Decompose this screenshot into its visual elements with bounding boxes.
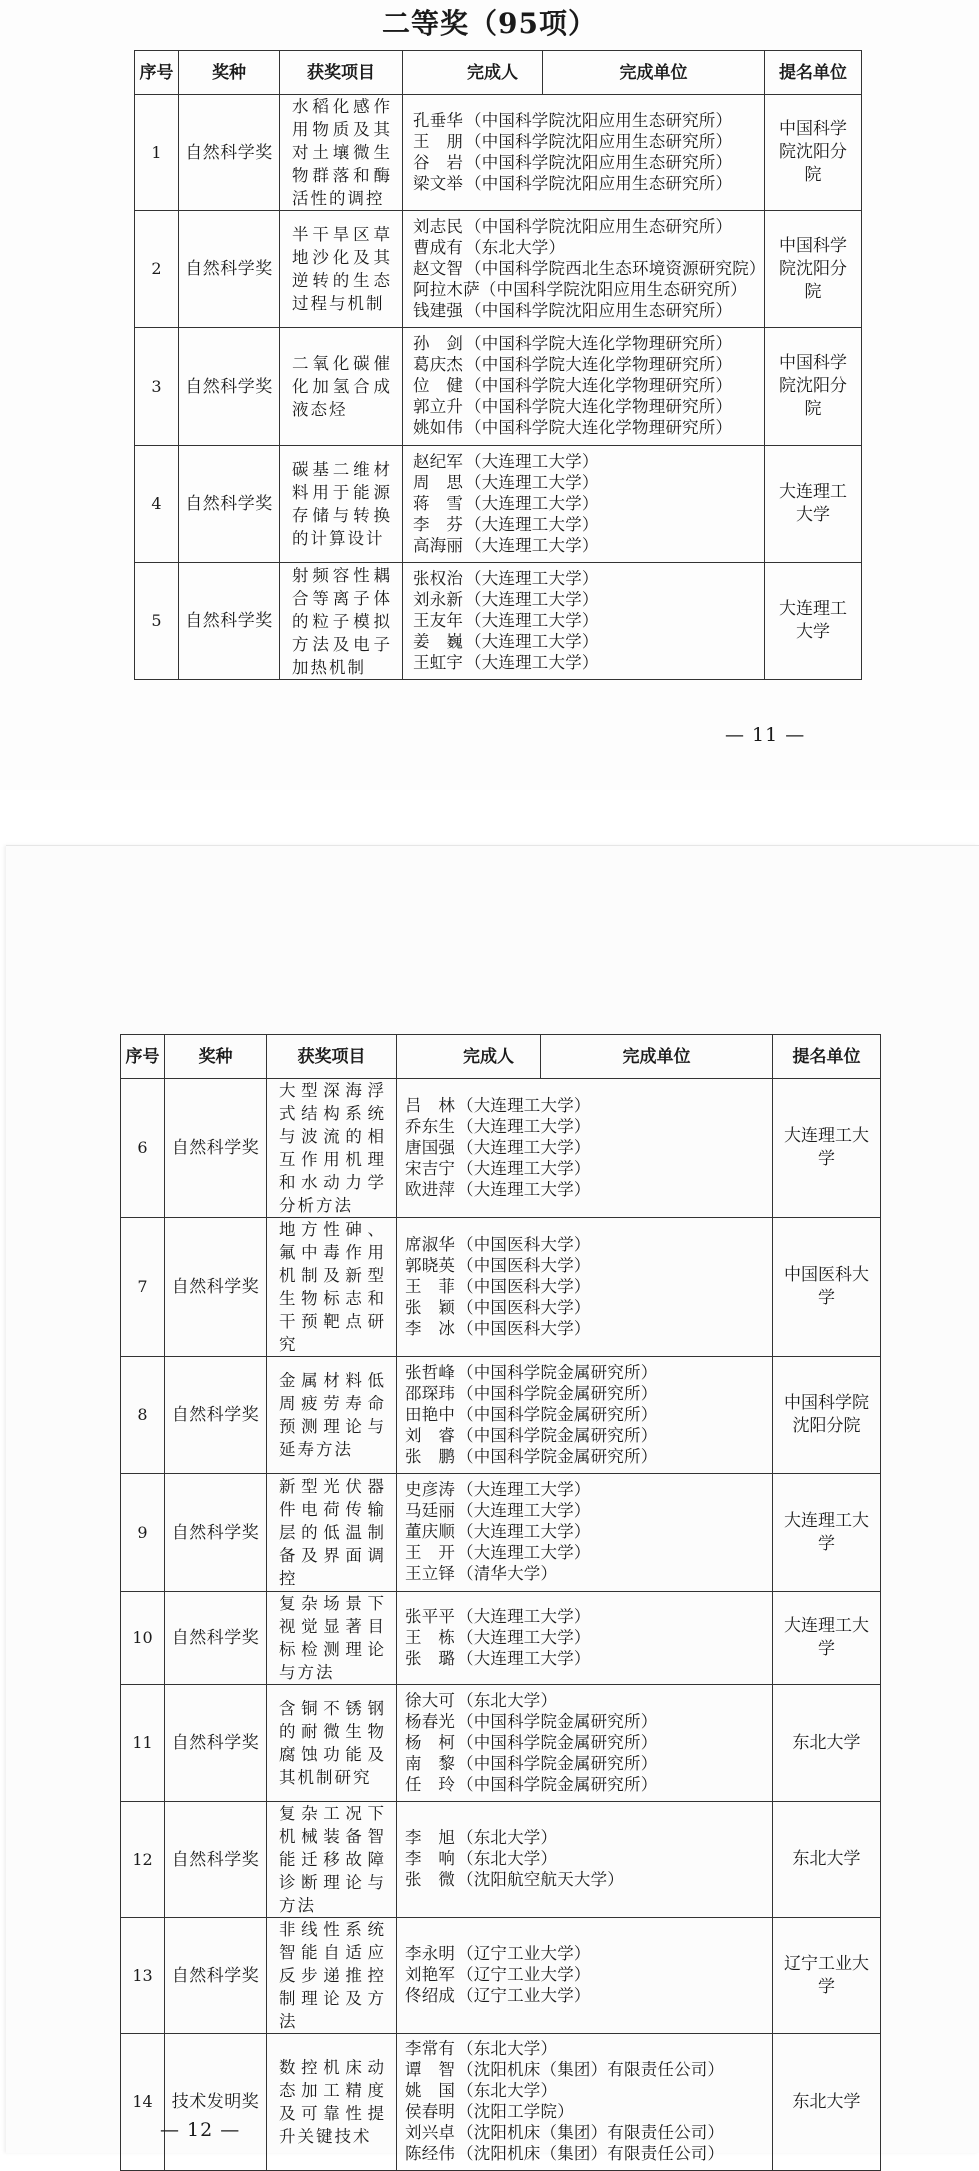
completer-name: 吕 林 [405, 1095, 456, 1115]
completer-unit: （东北大学） [457, 2081, 558, 2100]
completer-unit: （大连理工大学） [457, 1606, 591, 1626]
completer-name: 侯春明 [405, 2102, 456, 2121]
completer-name: 谷 岩 [413, 152, 464, 172]
completers-list [397, 1079, 773, 1218]
row-number: 5 [135, 563, 179, 680]
completer-name: 张 微 [405, 1870, 456, 1889]
completer-entry [405, 2080, 768, 2101]
award-type: 自然科学奖 [165, 1357, 267, 1474]
page-number: — 12 — [160, 2119, 241, 2141]
award-type: 自然科学奖 [179, 95, 280, 211]
completer-name: 高海丽 [413, 535, 464, 555]
nominating-unit: 大连理工大学 [773, 1079, 881, 1218]
completer-unit: （大连理工大学） [465, 451, 599, 471]
nominating-unit: 大连理工大学 [773, 1592, 881, 1685]
nominating-unit: 东北大学 [773, 2034, 881, 2171]
row-number: 3 [135, 328, 179, 446]
completer-name: 陈经伟 [405, 2144, 456, 2163]
completer-entry [405, 1404, 768, 1425]
completer-entry [405, 1095, 768, 1116]
completer-name: 刘 睿 [405, 1425, 456, 1445]
completer-entry [405, 1627, 768, 1648]
table-row [121, 1218, 881, 1357]
completer-unit: （中国科学院沈阳应用生态研究所） [465, 173, 733, 193]
row-number: 12 [121, 1802, 165, 1918]
completer-name: 王 栋 [405, 1627, 456, 1647]
completer-unit: （中国科学院沈阳应用生态研究所） [465, 216, 733, 236]
row-number: 8 [121, 1357, 165, 1474]
completer-unit: （中国科学院沈阳应用生态研究所） [465, 152, 733, 172]
completer-entry [405, 1690, 768, 1711]
award-type: 自然科学奖 [165, 1592, 267, 1685]
header-completing-unit: 完成单位 [541, 1035, 773, 1079]
completer-unit: （中国科学院金属研究所） [457, 1732, 658, 1752]
completer-entry [413, 279, 760, 300]
document-page-12 [6, 845, 979, 2163]
completer-entry [405, 1848, 768, 1869]
completer-name: 郭立升 [413, 397, 464, 416]
completer-name: 王虹宇 [413, 652, 464, 672]
table-row [135, 211, 862, 328]
completer-name: 张 鹏 [405, 1446, 456, 1466]
project-title: 非线性系统智能自适应反步递推控制理论及方法 [267, 1918, 397, 2034]
completer-name: 阿拉木萨 [413, 279, 480, 299]
completer-entry [405, 1606, 768, 1627]
completer-entry [405, 1255, 768, 1276]
nominating-unit: 中国科学院沈阳分院 [765, 211, 862, 328]
section-heading: 二等奖（95项） [382, 7, 597, 40]
completer-entry [405, 2122, 768, 2143]
completer-unit: （大连理工大学） [457, 1116, 591, 1136]
project-title: 地方性砷、氟中毒作用机制及新型生物标志和干预靶点研究 [267, 1218, 397, 1357]
project-title: 数控机床动态加工精度及可靠性提升关键技术 [267, 2034, 397, 2171]
completer-name: 杨 柯 [405, 1732, 456, 1752]
completer-name: 刘兴卓 [405, 2123, 456, 2142]
completers-list [397, 1802, 773, 1918]
project-title: 半干旱区草地沙化及其逆转的生态过程与机制 [280, 211, 403, 328]
completer-name: 宋吉宁 [405, 1158, 456, 1178]
completer-entry [405, 1158, 768, 1179]
awards-table [120, 1034, 881, 2171]
completer-entry [413, 451, 760, 472]
completer-name: 乔东生 [405, 1116, 456, 1136]
row-number: 2 [135, 211, 179, 328]
completer-entry [413, 237, 760, 258]
completer-name: 席淑华 [405, 1234, 456, 1254]
completers-list [403, 446, 765, 563]
nominating-unit: 大连理工大学 [765, 563, 862, 680]
completer-name: 梁文举 [413, 173, 464, 193]
completer-name: 谭 智 [405, 2060, 456, 2079]
completer-unit: （东北大学） [457, 2039, 558, 2058]
header-project: 获奖项目 [280, 51, 403, 95]
completer-entry [413, 610, 760, 631]
completer-entry [413, 110, 760, 131]
completer-name: 王 菲 [405, 1276, 456, 1296]
completers-list [403, 563, 765, 680]
row-number: 14 [121, 2034, 165, 2171]
completer-unit: （沈阳机床（集团）有限责任公司） [457, 2123, 725, 2142]
completer-entry [405, 2101, 768, 2122]
completer-entry [405, 1732, 768, 1753]
nominating-unit: 大连理工大学 [765, 446, 862, 563]
completer-entry [413, 514, 760, 535]
row-number: 1 [135, 95, 179, 211]
award-type: 自然科学奖 [179, 211, 280, 328]
completer-name: 刘志民 [413, 216, 464, 236]
completers-list [397, 1357, 773, 1474]
table-row [121, 1685, 881, 1802]
completer-entry [405, 1500, 768, 1521]
completer-name: 任 玲 [405, 1774, 456, 1794]
completer-unit: （中国医科大学） [457, 1297, 591, 1317]
completer-entry [413, 333, 760, 354]
completer-unit: （大连理工大学） [465, 610, 599, 630]
completer-unit: （大连理工大学） [465, 493, 599, 513]
completer-entry [413, 152, 760, 173]
completer-entry [413, 472, 760, 493]
table-row [135, 446, 862, 563]
header-completing-unit: 完成单位 [543, 51, 765, 95]
table-row [135, 563, 862, 680]
completer-unit: （中国科学院金属研究所） [457, 1383, 658, 1403]
award-type: 技术发明奖 [165, 2034, 267, 2171]
completer-unit: （大连理工大学） [465, 472, 599, 492]
completer-name: 赵纪军 [413, 451, 464, 471]
completer-name: 史彦涛 [405, 1480, 456, 1499]
completer-name: 李 旭 [405, 1828, 456, 1847]
completer-entry [413, 493, 760, 514]
completer-unit: （大连理工大学） [465, 589, 599, 609]
completer-name: 张权治 [413, 568, 464, 588]
project-title: 碳基二维材料用于能源存储与转换的计算设计 [280, 446, 403, 563]
completer-unit: （东北大学） [457, 1849, 558, 1868]
header-award-type: 奖种 [179, 51, 280, 95]
completer-name: 董庆顺 [405, 1522, 456, 1541]
completer-name: 张哲峰 [405, 1362, 456, 1382]
completer-entry [405, 1425, 768, 1446]
nominating-unit: 东北大学 [773, 1685, 881, 1802]
header-completers: 完成人 [397, 1035, 541, 1079]
completer-name: 马廷丽 [405, 1501, 456, 1520]
project-title: 射频容性耦合等离子体的粒子模拟方法及电子加热机制 [280, 563, 403, 680]
completer-entry [413, 396, 760, 417]
completer-name: 钱建强 [413, 300, 464, 320]
completer-name: 张平平 [405, 1606, 456, 1626]
completer-unit: （中国科学院金属研究所） [457, 1446, 658, 1466]
completers-list [403, 95, 765, 211]
completer-name: 徐大可 [405, 1690, 456, 1710]
completer-entry [413, 535, 760, 556]
completer-entry [413, 258, 766, 279]
award-type: 自然科学奖 [165, 1474, 267, 1592]
completer-name: 王立铎 [405, 1564, 456, 1583]
completer-unit: （中国医科大学） [457, 1318, 591, 1338]
completer-unit: （中国科学院大连化学物理研究所） [465, 376, 733, 395]
completer-unit: （大连理工大学） [465, 568, 599, 588]
completer-unit: （辽宁工业大学） [457, 1944, 591, 1963]
nominating-unit: 辽宁工业大学 [773, 1918, 881, 2034]
completer-entry [405, 1179, 768, 1200]
completer-name: 孙 剑 [413, 334, 464, 353]
completer-name: 田艳中 [405, 1404, 456, 1424]
project-title: 复杂场景下视觉显著目标检测理论与方法 [267, 1592, 397, 1685]
table-row [121, 1474, 881, 1592]
project-title: 复杂工况下机械装备智能迁移故障诊断理论与方法 [267, 1802, 397, 1918]
completer-unit: （大连理工大学） [465, 514, 599, 534]
table-header-row [135, 51, 862, 95]
project-title: 大型深海浮式结构系统与波流的相互作用机理和水动力学分析方法 [267, 1079, 397, 1218]
awards-table [134, 50, 862, 680]
nominating-unit: 中国科学院沈阳分院 [765, 95, 862, 211]
completer-unit: （中国科学院大连化学物理研究所） [465, 355, 733, 374]
header-nominator: 提名单位 [773, 1035, 881, 1079]
completer-unit: （辽宁工业大学） [457, 1965, 591, 1984]
nominating-unit: 大连理工大学 [773, 1474, 881, 1592]
completer-unit: （大连理工大学） [457, 1543, 591, 1562]
completer-unit: （大连理工大学） [457, 1480, 591, 1499]
completer-unit: （中国医科大学） [457, 1276, 591, 1296]
completer-entry [405, 1711, 768, 1732]
completer-entry [405, 1521, 768, 1542]
completer-unit: （大连理工大学） [465, 652, 599, 672]
nominating-unit: 东北大学 [773, 1802, 881, 1918]
completer-entry [413, 173, 760, 194]
completer-unit: （大连理工大学） [457, 1501, 591, 1520]
completer-entry [405, 1648, 768, 1669]
completer-name: 周 思 [413, 472, 464, 492]
completer-entry [413, 375, 760, 396]
completer-unit: （中国科学院沈阳应用生态研究所） [479, 279, 748, 299]
completer-entry [405, 1362, 768, 1383]
completer-unit: （沈阳工学院） [457, 2102, 574, 2121]
award-type: 自然科学奖 [179, 563, 280, 680]
completer-name: 唐国强 [405, 1137, 456, 1157]
award-type: 自然科学奖 [165, 1218, 267, 1357]
completer-entry [405, 1276, 768, 1297]
row-number: 10 [121, 1592, 165, 1685]
completer-unit: （中国科学院沈阳应用生态研究所） [465, 131, 733, 151]
row-number: 13 [121, 1918, 165, 2034]
row-number: 7 [121, 1218, 165, 1357]
completers-list [397, 1918, 773, 2034]
completer-name: 郭晓英 [405, 1255, 456, 1275]
completers-list [397, 1685, 773, 1802]
completer-entry [405, 2059, 768, 2080]
completer-entry [413, 300, 760, 321]
nominating-unit: 中国科学院沈阳分院 [765, 328, 862, 446]
completer-unit: （中国科学院金属研究所） [457, 1404, 658, 1424]
completer-entry [405, 1869, 768, 1890]
project-title: 二氧化碳催化加氢合成液态烃 [280, 328, 403, 446]
table-row [135, 328, 862, 446]
completer-name: 欧进萍 [405, 1179, 456, 1199]
completer-unit: （中国科学院大连化学物理研究所） [465, 397, 733, 416]
completer-name: 李 冰 [405, 1318, 456, 1338]
completer-unit: （中国科学院金属研究所） [457, 1774, 658, 1794]
completer-entry [413, 631, 760, 652]
table-header-row [121, 1035, 881, 1079]
nominating-unit: 中国医科大学 [773, 1218, 881, 1357]
completer-unit: （东北大学） [457, 1828, 558, 1847]
completer-name: 王 朋 [413, 131, 464, 151]
completer-name: 李常有 [405, 2039, 456, 2058]
completer-name: 刘永新 [413, 589, 464, 609]
completer-name: 王友年 [413, 610, 464, 630]
completer-entry [405, 1297, 768, 1318]
completer-entry [405, 1774, 768, 1795]
completer-name: 姜 巍 [413, 631, 464, 651]
table-row [121, 1357, 881, 1474]
completer-name: 刘艳军 [405, 1965, 456, 1984]
completer-entry [405, 1563, 768, 1584]
completers-list [397, 1218, 773, 1357]
table-row [121, 1802, 881, 1918]
completer-unit: （中国医科大学） [457, 1255, 591, 1275]
completer-name: 蒋 雪 [413, 493, 464, 513]
table-row [121, 1918, 881, 2034]
project-title: 含铜不锈钢的耐微生物腐蚀功能及其机制研究 [267, 1685, 397, 1802]
completers-list [397, 1474, 773, 1592]
completer-entry [405, 1446, 768, 1467]
completer-unit: （沈阳机床（集团）有限责任公司） [457, 2144, 725, 2163]
completer-unit: （清华大学） [457, 1564, 558, 1583]
completer-entry [405, 1116, 768, 1137]
completer-unit: （东北大学） [457, 1690, 558, 1710]
completer-entry [405, 1753, 768, 1774]
completer-name: 赵文智 [413, 258, 464, 278]
row-number: 11 [121, 1685, 165, 1802]
project-title: 金属材料低周疲劳寿命预测理论与延寿方法 [267, 1357, 397, 1474]
header-completers: 完成人 [403, 51, 543, 95]
completer-unit: （沈阳航空航天大学） [457, 1870, 624, 1889]
project-title: 新型光伏器件电荷传输层的低温制备及界面调控 [267, 1474, 397, 1592]
completer-name: 李 响 [405, 1849, 456, 1868]
row-number: 4 [135, 446, 179, 563]
completer-unit: （中国科学院大连化学物理研究所） [465, 334, 733, 353]
completer-unit: （大连理工大学） [457, 1648, 591, 1668]
completer-unit: （大连理工大学） [457, 1179, 591, 1199]
completer-unit: （中国科学院金属研究所） [457, 1753, 658, 1773]
award-type: 自然科学奖 [165, 1918, 267, 2034]
row-number: 9 [121, 1474, 165, 1592]
row-number: 6 [121, 1079, 165, 1218]
completer-entry [413, 417, 760, 438]
completer-entry [405, 1234, 768, 1255]
completer-entry [413, 589, 760, 610]
completer-name: 曹成有 [413, 237, 464, 257]
award-type: 自然科学奖 [165, 1685, 267, 1802]
completer-entry [405, 1542, 768, 1563]
award-type: 自然科学奖 [179, 328, 280, 446]
completer-entry [405, 1137, 768, 1158]
completers-list [397, 1592, 773, 1685]
completer-name: 李永明 [405, 1944, 456, 1963]
completer-name: 孔垂华 [413, 110, 464, 130]
header-nominator: 提名单位 [765, 51, 862, 95]
completer-unit: （大连理工大学） [465, 535, 599, 555]
completer-name: 姚 国 [405, 2081, 456, 2100]
page-number: — 11 — [725, 724, 806, 746]
nominating-unit: 中国科学院沈阳分院 [773, 1357, 881, 1474]
completer-entry [405, 1383, 768, 1404]
completer-name: 邵琛玮 [405, 1383, 456, 1403]
completer-entry [413, 568, 760, 589]
award-type: 自然科学奖 [165, 1802, 267, 1918]
completers-list [403, 328, 765, 446]
completer-entry [405, 2038, 768, 2059]
completer-unit: （沈阳机床（集团）有限责任公司） [457, 2060, 725, 2079]
completer-entry [405, 1943, 768, 1964]
completer-entry [405, 1964, 768, 1985]
completer-unit: （大连理工大学） [457, 1522, 591, 1541]
header-award-type: 奖种 [165, 1035, 267, 1079]
header-project: 获奖项目 [267, 1035, 397, 1079]
completer-name: 张 颖 [405, 1297, 456, 1317]
completer-unit: （大连理工大学） [465, 631, 599, 651]
completer-unit: （中国科学院金属研究所） [457, 1362, 658, 1382]
completer-unit: （中国科学院沈阳应用生态研究所） [465, 300, 733, 320]
completer-unit: （中国科学院沈阳应用生态研究所） [465, 110, 733, 130]
table-row [135, 95, 862, 211]
completer-unit: （辽宁工业大学） [457, 1986, 591, 2005]
completer-unit: （东北大学） [465, 237, 566, 257]
completer-unit: （大连理工大学） [457, 1137, 591, 1157]
completer-name: 杨春光 [405, 1711, 456, 1731]
completer-name: 李 芬 [413, 514, 464, 534]
completer-entry [405, 2143, 768, 2164]
completer-unit: （大连理工大学） [457, 1158, 591, 1178]
completer-entry [405, 1827, 768, 1848]
project-title: 水稻化感作用物质及其对土壤微生物群落和酶活性的调控 [280, 95, 403, 211]
completer-unit: （中国科学院西北生态环境资源研究院） [465, 258, 766, 278]
completer-unit: （中国科学院金属研究所） [457, 1711, 658, 1731]
completers-list [397, 2034, 773, 2171]
completer-unit: （中国医科大学） [457, 1234, 591, 1254]
table-row [121, 1079, 881, 1218]
completer-name: 南 黎 [405, 1753, 456, 1773]
completer-entry [405, 1318, 768, 1339]
completer-entry [413, 216, 760, 237]
completer-name: 姚如伟 [413, 418, 464, 437]
completer-name: 葛庆杰 [413, 355, 464, 374]
header-no: 序号 [135, 51, 179, 95]
completer-unit: （大连理工大学） [457, 1095, 591, 1115]
completer-entry [405, 1985, 768, 2006]
completer-entry [413, 131, 760, 152]
completer-name: 王 开 [405, 1543, 456, 1562]
table-row [121, 2034, 881, 2171]
completer-unit: （大连理工大学） [457, 1627, 591, 1647]
completer-entry [405, 1479, 768, 1500]
completer-entry [413, 354, 760, 375]
completer-unit: （中国科学院金属研究所） [457, 1425, 658, 1445]
completer-entry [413, 652, 760, 673]
completer-name: 位 健 [413, 376, 464, 395]
award-type: 自然科学奖 [179, 446, 280, 563]
completer-name: 佟绍成 [405, 1986, 456, 2005]
document-page-11 [0, 0, 979, 790]
table-row [121, 1592, 881, 1685]
header-no: 序号 [121, 1035, 165, 1079]
completers-list [403, 211, 765, 328]
completer-unit: （中国科学院大连化学物理研究所） [465, 418, 733, 437]
completer-name: 张 璐 [405, 1648, 456, 1668]
award-type: 自然科学奖 [165, 1079, 267, 1218]
